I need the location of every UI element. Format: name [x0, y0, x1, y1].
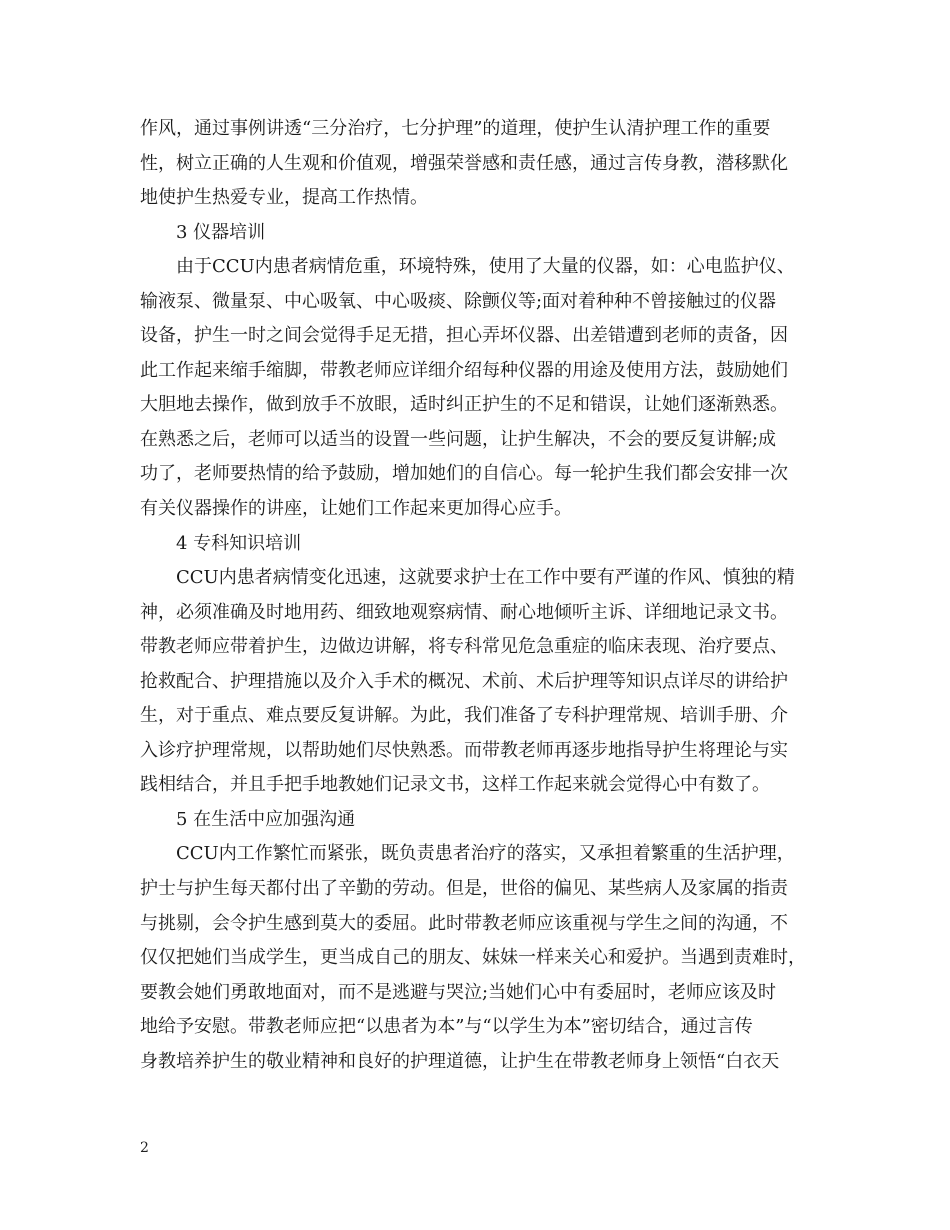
text-line: 神，必须准确及时地用药、细致地观察病情、耐心地倾听主诉、详细地记录文书。 [140, 601, 788, 623]
text-line: 践相结合，并且手把手地教她们记录文书，这样工作起来就会觉得心中有数了。 [140, 774, 770, 796]
text-line: CCU内工作繁忙而紧张，既负责患者治疗的落实，又承担着繁重的生活护理， [176, 843, 795, 865]
text-line: 入诊疗护理常规，以帮助她们尽快熟悉。而带教老师再逐步地指导护生将理论与实 [140, 739, 788, 761]
text-line: 仅仅把她们当成学生，更当成自己的朋友、妹妹一样来关心和爱护。当遇到责难时， [140, 947, 806, 969]
text-line: 与挑剔，会令护生感到莫大的委屈。此时带教老师应该重视与学生之间的沟通，不 [140, 912, 788, 934]
text-line: 性，树立正确的人生观和价值观，增强荣誉感和责任感，通过言传身教，潜移默化 [140, 152, 788, 174]
text-line: 输液泵、微量泵、中心吸氧、中心吸痰、除颤仪等;面对着种种不曾接触过的仪器 [140, 290, 777, 312]
text-line: 身教培养护生的敬业精神和良好的护理道德，让护生在带教老师身上领悟“白衣天 [140, 1050, 780, 1072]
text-line: 地给予安慰。带教老师应把“以患者为本”与“以学生为本”密切结合，通过言传 [140, 1016, 753, 1038]
text-line: 地使护生热爱专业，提高工作热情。 [140, 187, 428, 209]
text-line: 护士与护生每天都付出了辛勤的劳动。但是，世俗的偏见、某些病人及家属的指责 [140, 878, 788, 900]
text-line: 大胆地去操作，做到放手不放眼，适时纠正护生的不足和错误，让她们逐渐熟悉。 [140, 394, 788, 416]
text-line: 抢救配合、护理措施以及介入手术的概况、术前、术后护理等知识点详尽的讲给护 [140, 670, 788, 692]
text-line: 此工作起来缩手缩脚，带教老师应详细介绍每种仪器的用途及使用方法，鼓励她们 [140, 359, 788, 381]
text-line: 5 在生活中应加强沟通 [176, 808, 356, 830]
text-line: 作风，通过事例讲透“三分治疗，七分护理”的道理，使护生认清护理工作的重要 [140, 118, 771, 139]
text-line: 在熟悉之后，老师可以适当的设置一些问题，让护生解决，不会的要反复讲解;成 [140, 428, 777, 450]
text-line: 3 仪器培训 [176, 221, 266, 243]
text-line: 设备，护生一时之间会觉得手足无措，担心弄坏仪器、出差错遭到老师的责备，因 [140, 325, 788, 347]
page-number: 2 [140, 1140, 149, 1156]
text-line: 有关仪器操作的讲座，让她们工作起来更加得心应手。 [140, 498, 572, 520]
text-line: 由于CCU内患者病情危重，环境特殊，使用了大量的仪器，如：心电监护仪、 [176, 256, 795, 278]
text-line: 带教老师应带着护生，边做边讲解，将专科常见危急重症的临床表现、治疗要点、 [140, 636, 788, 658]
text-line: 要教会她们勇敢地面对，而不是逃避与哭泣;当她们心中有委屈时，老师应该及时 [140, 981, 777, 1003]
text-line: CCU内患者病情变化迅速，这就要求护士在工作中要有严谨的作风、慎独的精 [176, 567, 795, 589]
text-line: 4 专科知识培训 [176, 532, 302, 554]
text-line: 功了，老师要热情的给予鼓励，增加她们的自信心。每一轮护生我们都会安排一次 [140, 463, 788, 485]
text-line: 生，对于重点、难点要反复讲解。为此，我们准备了专科护理常规、培训手册、介 [140, 705, 788, 727]
document-body [140, 112, 825, 1079]
